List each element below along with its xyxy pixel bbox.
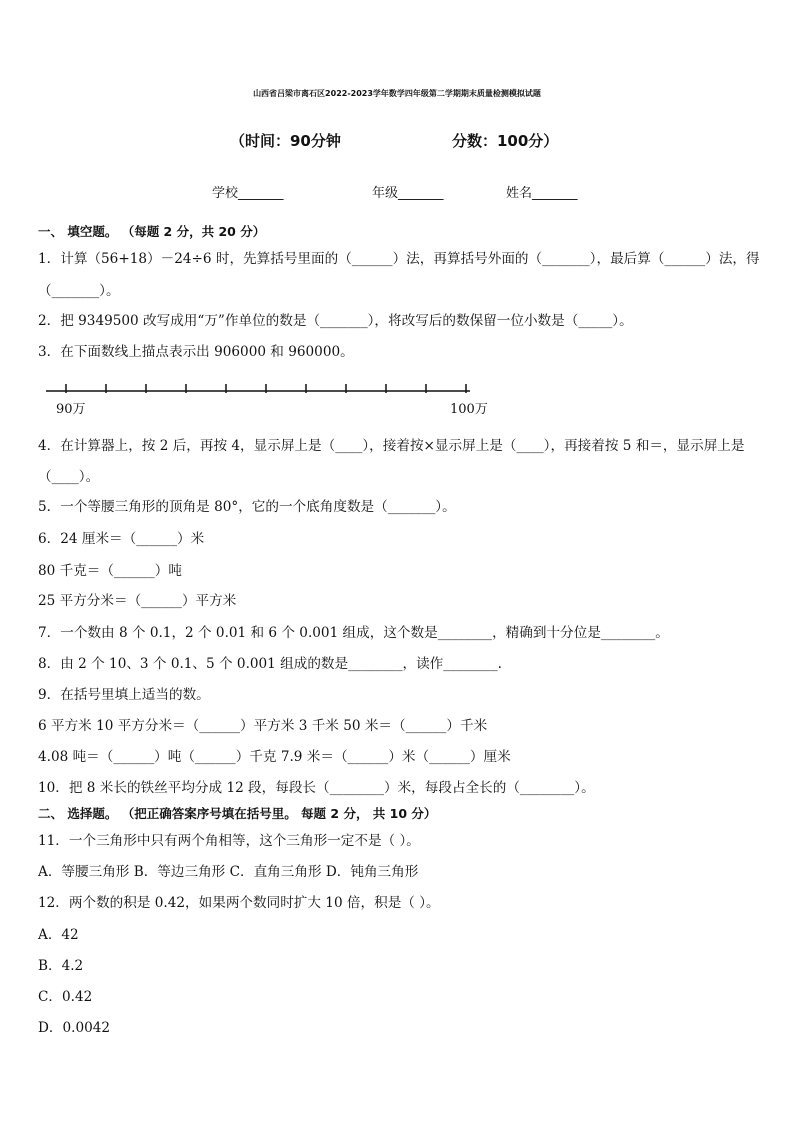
choice-option: D．0.0042 [38,1020,111,1036]
time-label: （时间：90分钟 [230,132,341,150]
section-heading-multiple-choice: 二、 选择题。 （把正确答案序号填在括号里。 每题 2 分， 共 10 分） [38,806,437,821]
name-field: 姓名_______ [506,186,578,201]
question-line: 10．把 8 米长的铁丝平均分成 12 段，每段长（________）米，每段占全长的（________）。 [38,780,595,796]
section-heading-fill-in: 一、 填空题。 （每题 2 分，共 20 分） [38,224,266,239]
question-line: 12．两个数的积是 0.42，如果两个数同时扩大 10 倍，积是（ ）。 [38,895,440,911]
exam-meta [230,130,570,151]
choice-options: A．等腰三角形 B．等边三角形 C．直角三角形 D．钝角三角形 [38,864,419,880]
number-line-end-label: 100万 [450,402,488,417]
question-line: 4．在计算器上，按 2 后，再按 4，显示屏上是（____），接着按×显示屏上是（____），再接着按 5 和＝，显示屏上是 [38,438,745,454]
question-line: 2．把 9349500 改写成用“万”作单位的数是（_______），将改写后的数保留一位小数是（_____）。 [38,313,633,329]
school-field: 学校_______ [212,186,284,201]
question-line: 6．24 厘米＝（______）米 [38,531,205,547]
question-line: 11．一个三角形中只有两个角相等，这个三角形一定不是（ ）。 [38,833,420,849]
question-line: （____）。 [38,469,100,485]
choice-option: A．42 [38,927,79,943]
choice-option: C．0.42 [38,989,93,1005]
question-line: 5．一个等腰三角形的顶角是 80°，它的一个底角度数是（_______）。 [38,499,456,515]
score-label: 分数：100分） [452,132,559,150]
question-line: 7．一个数由 8 个 0.1，2 个 0.01 和 6 个 0.001 组成，这个数是________，精确到十分位是________。 [38,625,669,641]
number-line-start-label: 90万 [56,402,86,417]
question-line: 1．计算（56+18）－24÷6 时，先算括号里面的（______）法，再算括号外面的（_______），最后算（______）法，得 [38,251,760,267]
question-line: 3．在下面数线上描点表示出 906000 和 960000。 [38,344,354,360]
choice-option: B．4.2 [38,958,84,974]
question-line: 6 平方米 10 平方分米＝（______）平方米 3 千米 50 米＝（______）千米 [38,718,488,734]
question-line: 9．在括号里填上适当的数。 [38,687,210,703]
question-line: 25 平方分米＝（______）平方米 [38,593,237,609]
page-title: 山西省吕梁市离石区2022-2023学年数学四年级第二学期期末质量检测模拟试题 [253,89,541,98]
question-line: （_______）。 [38,283,120,299]
grade-field: 年级_______ [372,186,444,201]
question-line: 80 千克＝（______）吨 [38,563,182,579]
question-line: 4.08 吨＝（______）吨（______）千克 7.9 米＝（______）米（______）厘米 [38,749,511,765]
number-line [38,375,488,423]
question-line: 8．由 2 个 10、3 个 0.1、5 个 0.001 组成的数是________，读作________. [38,656,502,672]
